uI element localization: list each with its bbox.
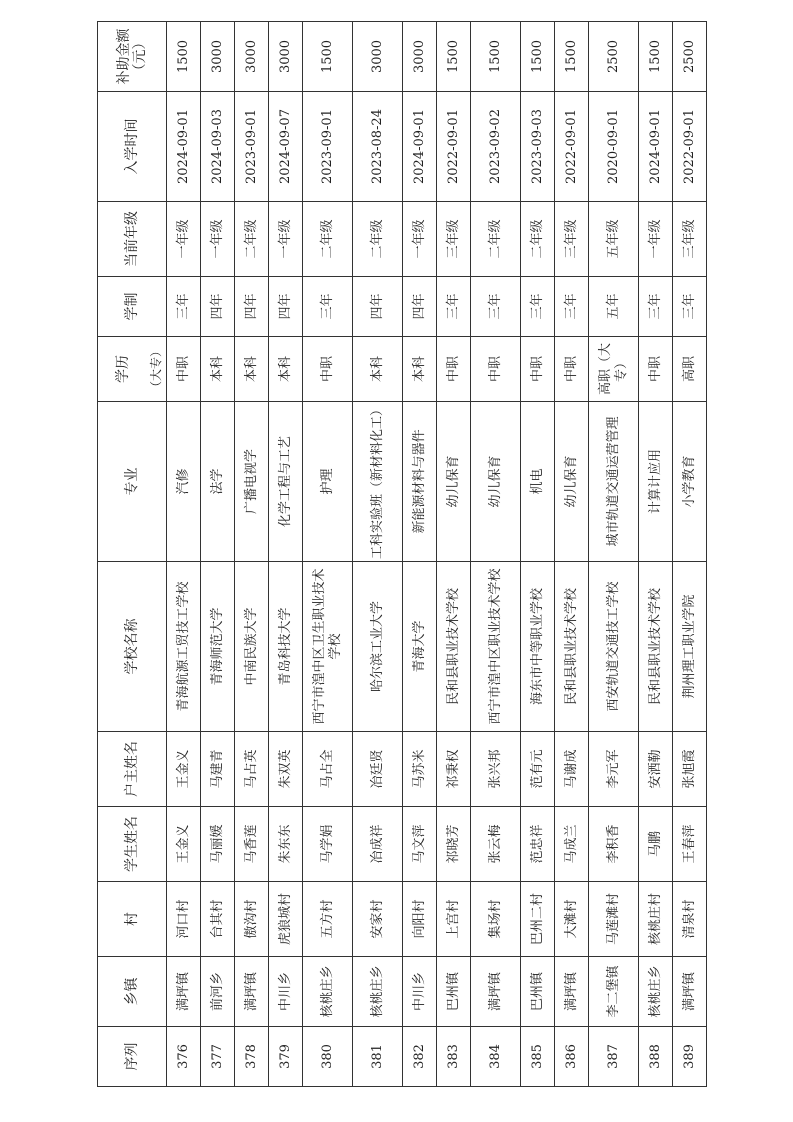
cell-school: 青海航源工贸技工学校: [167, 562, 201, 732]
table-row: [353, 22, 403, 1087]
cell-householder: 马谢成: [555, 732, 589, 807]
cell-edu: 中职: [521, 337, 555, 402]
cell-edu: 本科: [269, 337, 303, 402]
cell-system: 三年: [167, 277, 201, 337]
table-row: [471, 22, 521, 1087]
cell-village: 巴州二村: [521, 882, 555, 957]
cell-seq: 377: [201, 1027, 235, 1087]
header-householder: 户主姓名: [98, 732, 167, 807]
cell-amount: 3000: [269, 22, 303, 92]
cell-major: 计算计应用: [639, 402, 673, 562]
table-row: [589, 22, 639, 1087]
table-row: [639, 22, 673, 1087]
cell-school: 青海师范大学: [201, 562, 235, 732]
cell-householder: 范有元: [521, 732, 555, 807]
cell-village: 台其村: [201, 882, 235, 957]
header-student: 学生姓名: [98, 807, 167, 882]
table-row: [437, 22, 471, 1087]
cell-town: 李二堡镇: [589, 957, 639, 1027]
cell-town: 核桃庄乡: [353, 957, 403, 1027]
cell-seq: 385: [521, 1027, 555, 1087]
cell-town: 满坪镇: [167, 957, 201, 1027]
cell-major: 汽修: [167, 402, 201, 562]
cell-school: 西宁市湟中区职业技术学校: [471, 562, 521, 732]
cell-system: 四年: [403, 277, 437, 337]
cell-householder: 马苏米: [403, 732, 437, 807]
cell-edu: 高职: [673, 337, 707, 402]
cell-village: 安家村: [353, 882, 403, 957]
header-amount: 补助金额（元）: [98, 22, 167, 92]
cell-seq: 382: [403, 1027, 437, 1087]
cell-village: 马莲滩村: [589, 882, 639, 957]
cell-householder: 祁秉权: [437, 732, 471, 807]
cell-amount: 3000: [353, 22, 403, 92]
cell-enroll: 2024-09-03: [201, 92, 235, 202]
cell-grade: 二年级: [303, 202, 353, 277]
cell-householder: 王金义: [167, 732, 201, 807]
cell-town: 满坪镇: [555, 957, 589, 1027]
cell-village: 大滩村: [555, 882, 589, 957]
cell-student: 马丽媛: [201, 807, 235, 882]
cell-school: 荆州理工职业学院: [673, 562, 707, 732]
header-row: [98, 22, 149, 1087]
cell-seq: 386: [555, 1027, 589, 1087]
cell-student: 马鹏: [639, 807, 673, 882]
cell-enroll: 2020-09-01: [589, 92, 639, 202]
header-major: 专业: [98, 402, 167, 562]
cell-grade: 三年级: [555, 202, 589, 277]
table-row: [555, 22, 589, 1087]
table-row: [167, 22, 201, 1087]
header-grade: 当前年级: [98, 202, 167, 277]
cell-school: 民和县职业技术学校: [555, 562, 589, 732]
cell-town: 巴州镇: [521, 957, 555, 1027]
cell-enroll: 2023-09-02: [471, 92, 521, 202]
cell-town: 核桃庄乡: [303, 957, 353, 1027]
header-system: 学制: [98, 277, 167, 337]
header-edu: 学历: [98, 337, 149, 402]
cell-enroll: 2022-09-01: [555, 92, 589, 202]
cell-householder: 马建青: [201, 732, 235, 807]
cell-householder: 朱双英: [269, 732, 303, 807]
cell-edu: 中职: [303, 337, 353, 402]
cell-village: 集场村: [471, 882, 521, 957]
cell-seq: 379: [269, 1027, 303, 1087]
cell-school: 西安轨道交通技工学校: [589, 562, 639, 732]
cell-major: 幼儿保育: [437, 402, 471, 562]
cell-householder: 李元军: [589, 732, 639, 807]
cell-major: 幼儿保育: [471, 402, 521, 562]
cell-seq: 383: [437, 1027, 471, 1087]
cell-system: 三年: [639, 277, 673, 337]
cell-grade: 三年级: [437, 202, 471, 277]
cell-system: 四年: [269, 277, 303, 337]
cell-system: 三年: [555, 277, 589, 337]
cell-system: 三年: [673, 277, 707, 337]
cell-amount: 1500: [167, 22, 201, 92]
cell-enroll: 2024-09-07: [269, 92, 303, 202]
cell-grade: 二年级: [353, 202, 403, 277]
cell-town: 满坪镇: [235, 957, 269, 1027]
cell-seq: 384: [471, 1027, 521, 1087]
header-school: 学校名称: [98, 562, 167, 732]
cell-major: 城市轨道交通运营管理: [589, 402, 639, 562]
cell-village: 五方村: [303, 882, 353, 957]
cell-student: 范忠祥: [521, 807, 555, 882]
cell-grade: 三年级: [673, 202, 707, 277]
cell-grade: 一年级: [201, 202, 235, 277]
cell-edu: 中职: [437, 337, 471, 402]
cell-grade: 一年级: [269, 202, 303, 277]
cell-seq: 389: [673, 1027, 707, 1087]
header-edu-note: （大专）: [148, 337, 167, 402]
cell-town: 核桃庄乡: [639, 957, 673, 1027]
cell-householder: 马占英: [235, 732, 269, 807]
cell-major: 法学: [201, 402, 235, 562]
cell-grade: 一年级: [167, 202, 201, 277]
cell-student: 马学娟: [303, 807, 353, 882]
cell-system: 四年: [201, 277, 235, 337]
cell-major: 广播电视学: [235, 402, 269, 562]
cell-student: 李积香: [589, 807, 639, 882]
cell-student: 祁晓芳: [437, 807, 471, 882]
cell-student: 朱东东: [269, 807, 303, 882]
header-seq: 序列: [98, 1027, 167, 1087]
cell-student: 冶成祥: [353, 807, 403, 882]
cell-system: 三年: [471, 277, 521, 337]
cell-system: 三年: [521, 277, 555, 337]
cell-town: 前河乡: [201, 957, 235, 1027]
cell-village: 清泉村: [673, 882, 707, 957]
cell-system: 三年: [437, 277, 471, 337]
cell-enroll: 2023-09-01: [303, 92, 353, 202]
cell-amount: 1500: [639, 22, 673, 92]
cell-system: 四年: [353, 277, 403, 337]
header-village: 村: [98, 882, 167, 957]
cell-town: 中川乡: [269, 957, 303, 1027]
cell-major: 工科实验班（新材料化工）: [353, 402, 403, 562]
header-enroll: 入学时间: [98, 92, 167, 202]
cell-edu: 中职: [471, 337, 521, 402]
table-row: [303, 22, 353, 1087]
cell-enroll: 2023-09-03: [521, 92, 555, 202]
cell-edu: 中职: [167, 337, 201, 402]
cell-amount: 3000: [201, 22, 235, 92]
table-body: [167, 22, 707, 1087]
cell-amount: 1500: [555, 22, 589, 92]
table-row: [201, 22, 235, 1087]
cell-seq: 387: [589, 1027, 639, 1087]
cell-enroll: 2023-09-01: [235, 92, 269, 202]
cell-enroll: 2022-09-01: [673, 92, 707, 202]
cell-grade: 二年级: [235, 202, 269, 277]
cell-enroll: 2024-09-01: [167, 92, 201, 202]
cell-enroll: 2023-08-24: [353, 92, 403, 202]
cell-householder: 张旭霞: [673, 732, 707, 807]
cell-school: 哈尔滨工业大学: [353, 562, 403, 732]
cell-seq: 376: [167, 1027, 201, 1087]
cell-village: 河口村: [167, 882, 201, 957]
cell-school: 海东市中等职业学校: [521, 562, 555, 732]
cell-grade: 一年级: [639, 202, 673, 277]
cell-amount: 2500: [589, 22, 639, 92]
cell-student: 马香莲: [235, 807, 269, 882]
cell-householder: 冶廷贤: [353, 732, 403, 807]
cell-town: 满坪镇: [471, 957, 521, 1027]
cell-student: 王春萍: [673, 807, 707, 882]
cell-seq: 380: [303, 1027, 353, 1087]
cell-town: 满坪镇: [673, 957, 707, 1027]
cell-major: 幼儿保育: [555, 402, 589, 562]
cell-system: 三年: [303, 277, 353, 337]
cell-village: 傲沟村: [235, 882, 269, 957]
cell-householder: 安洒勒: [639, 732, 673, 807]
cell-grade: 五年级: [589, 202, 639, 277]
cell-town: 中川乡: [403, 957, 437, 1027]
cell-village: 核桃庄村: [639, 882, 673, 957]
cell-seq: 388: [639, 1027, 673, 1087]
cell-amount: 2500: [673, 22, 707, 92]
cell-householder: 马占全: [303, 732, 353, 807]
cell-grade: 一年级: [403, 202, 437, 277]
cell-enroll: 2024-09-01: [639, 92, 673, 202]
cell-grade: 二年级: [471, 202, 521, 277]
subsidy-table: [97, 21, 707, 1087]
cell-amount: 3000: [235, 22, 269, 92]
header-town: 乡镇: [98, 957, 167, 1027]
cell-amount: 1500: [437, 22, 471, 92]
cell-major: 护理: [303, 402, 353, 562]
cell-edu: 本科: [235, 337, 269, 402]
cell-edu: 中职: [639, 337, 673, 402]
cell-amount: 1500: [303, 22, 353, 92]
cell-amount: 1500: [471, 22, 521, 92]
cell-major: 小学教育: [673, 402, 707, 562]
cell-school: 民和县职业技术学校: [639, 562, 673, 732]
cell-system: 五年: [589, 277, 639, 337]
table-row: [521, 22, 555, 1087]
cell-seq: 378: [235, 1027, 269, 1087]
cell-town: 巴州镇: [437, 957, 471, 1027]
cell-enroll: 2022-09-01: [437, 92, 471, 202]
cell-amount: 3000: [403, 22, 437, 92]
cell-grade: 二年级: [521, 202, 555, 277]
table-row: [673, 22, 707, 1087]
cell-student: 马成兰: [555, 807, 589, 882]
cell-seq: 381: [353, 1027, 403, 1087]
cell-school: 西宁市湟中区卫生职业技术学校: [303, 562, 353, 732]
cell-amount: 1500: [521, 22, 555, 92]
cell-edu: 本科: [403, 337, 437, 402]
cell-major: 新能源材料与器件: [403, 402, 437, 562]
table-row: [235, 22, 269, 1087]
cell-householder: 张兴邦: [471, 732, 521, 807]
cell-major: 机电: [521, 402, 555, 562]
cell-edu: 高职（大专）: [589, 337, 639, 402]
cell-edu: 中职: [555, 337, 589, 402]
cell-school: 青岛科技大学: [269, 562, 303, 732]
cell-school: 民和县职业技术学校: [437, 562, 471, 732]
cell-village: 向阳村: [403, 882, 437, 957]
cell-school: 青海大学: [403, 562, 437, 732]
cell-student: 张云梅: [471, 807, 521, 882]
cell-major: 化学工程与工艺: [269, 402, 303, 562]
cell-edu: 本科: [201, 337, 235, 402]
cell-village: 上宫村: [437, 882, 471, 957]
cell-system: 四年: [235, 277, 269, 337]
cell-village: 虎狼城村: [269, 882, 303, 957]
cell-edu: 本科: [353, 337, 403, 402]
cell-enroll: 2024-09-01: [403, 92, 437, 202]
cell-student: 王金义: [167, 807, 201, 882]
table-row: [269, 22, 303, 1087]
table-row: [403, 22, 437, 1087]
cell-school: 中南民族大学: [235, 562, 269, 732]
cell-student: 马文萍: [403, 807, 437, 882]
